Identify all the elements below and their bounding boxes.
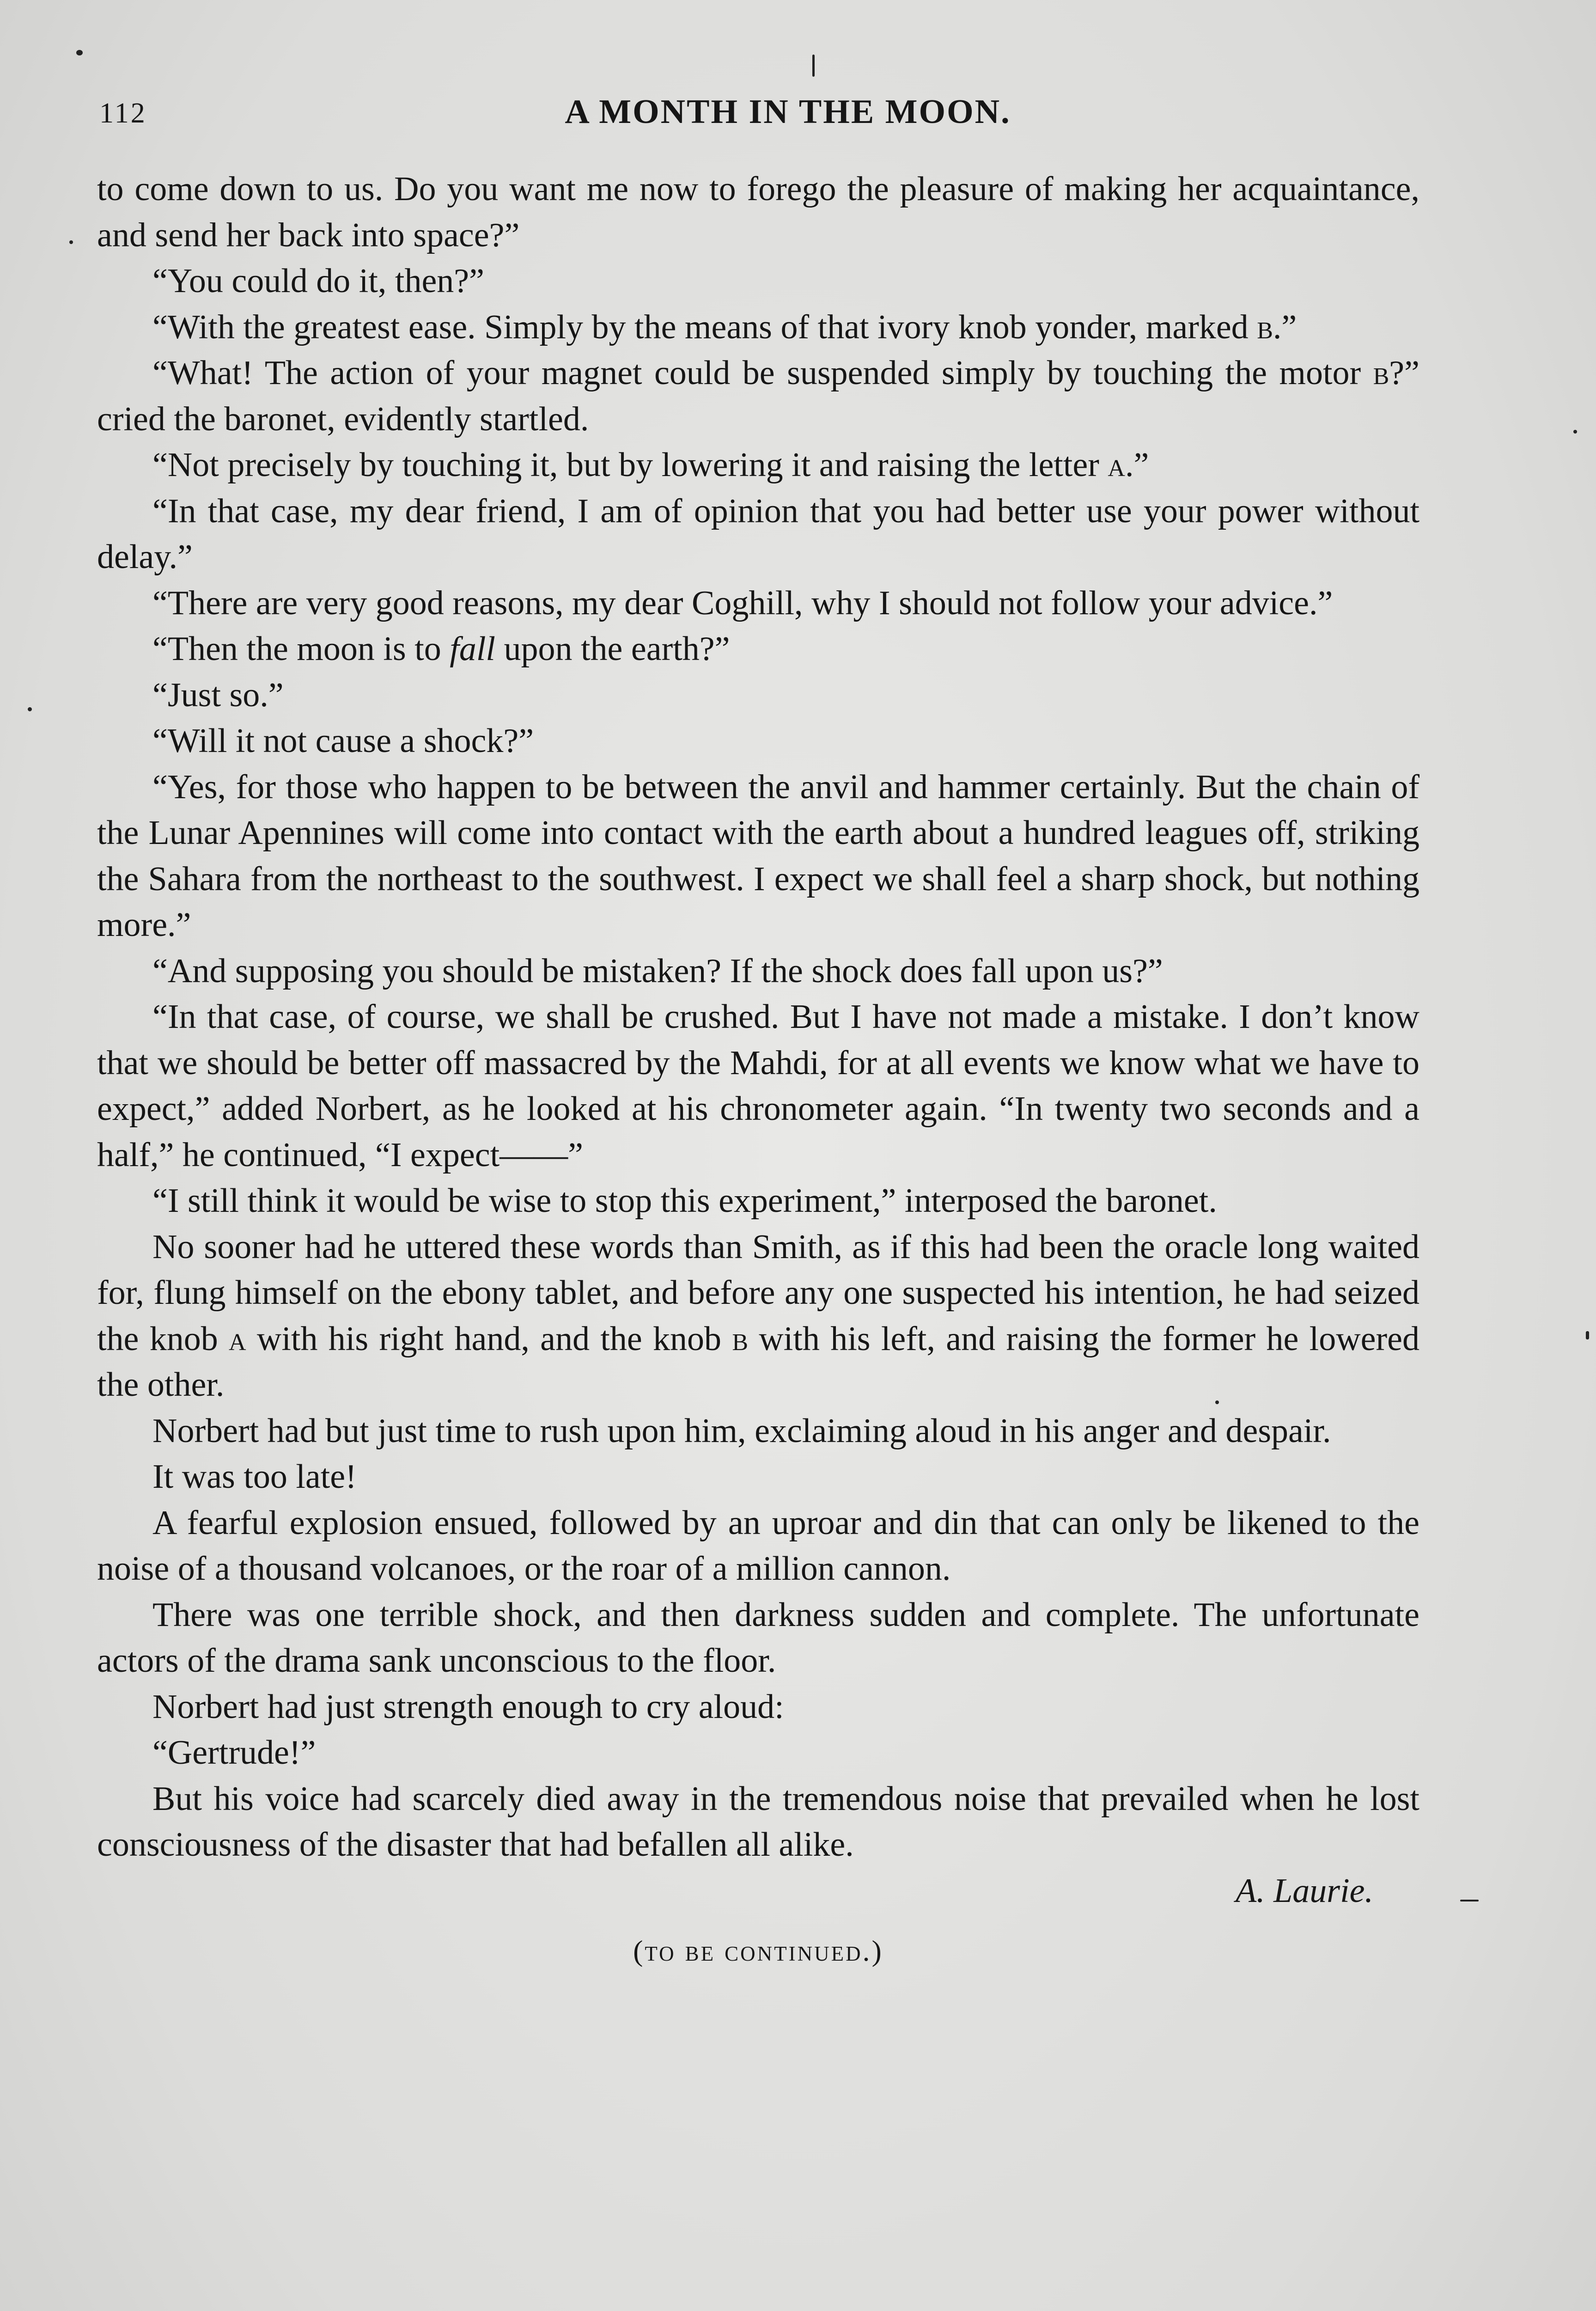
scan-speck: [812, 55, 815, 77]
small-caps-letter: a: [1108, 446, 1125, 484]
paragraph: But his voice had scarcely died away in the tremendous noise that prevailed when he lost consciousness of the disaster that had befallen all alike.: [97, 1779, 1419, 1864]
paragraph: “In that case, of course, we shall be crushed. But I have not made a mistake. I don’t know that we should be better off massacred by the Mahdi, for at all events we know what we have to expect,” added Norbert, as he looked at his chronometer again. “In twenty two seconds and a half,” he continued, “I expect——”: [97, 998, 1419, 1174]
scan-speck: [69, 240, 73, 244]
text-run: .”: [1273, 308, 1297, 346]
paragraph: “And supposing you should be mistaken? If the shock does fall upon us?”: [152, 952, 1163, 990]
paragraph: [97, 350, 1419, 442]
text-run: “Not precisely by touching it, but by lowering it and raising the letter: [152, 446, 1108, 484]
text-run: No sooner had he uttered these words than Smith, as if this had been the oracle long waited for, flung himself on the ebony tablet, and before any one suspected his intention, he had seized the knob: [97, 1228, 1419, 1358]
paragraph: Norbert had but just time to rush upon him, exclaiming aloud in his anger and despair.: [152, 1412, 1331, 1450]
text-run: ?” cried the baronet, evidently startled.: [97, 354, 1419, 438]
text-run: with his left, and raising the former he lowered the other.: [97, 1320, 1419, 1404]
small-caps-letter: b: [732, 1320, 749, 1358]
scan-speck: [1460, 1900, 1479, 1901]
scan-speck: [76, 50, 83, 55]
paragraph: “Gertrude!”: [152, 1734, 316, 1772]
paragraph: “Just so.”: [152, 676, 284, 714]
text-run: with his right hand, and the knob: [246, 1320, 732, 1358]
text-run: “What! The action of your magnet could be suspended simply by touching the motor: [152, 354, 1373, 392]
running-title: A MONTH IN THE MOON.: [565, 93, 1011, 131]
paragraph: [97, 305, 1419, 351]
paragraph: [97, 1224, 1419, 1408]
paragraph: to come down to us. Do you want me now to forego the pleasure of making her acquaintance, and send her back into space?”: [97, 170, 1419, 254]
author-signature: A. Laurie.: [1235, 1871, 1373, 1910]
paragraph: [97, 626, 1419, 673]
italic-text: fall: [450, 630, 495, 668]
small-caps-letter: b: [1257, 308, 1273, 346]
small-caps-letter: b: [1373, 354, 1389, 392]
body-text: [97, 166, 1419, 1974]
text-run: upon the earth?”: [495, 630, 730, 668]
text-run: “Then the moon is to: [152, 630, 450, 668]
paragraph: There was one terrible shock, and then darkness sudden and complete. The unfortunate actors of the drama sank unconscious to the floor.: [97, 1596, 1419, 1680]
paragraph: “I still think it would be wise to stop this experiment,” interposed the baronet.: [152, 1182, 1217, 1220]
text-run: “With the greatest ease. Simply by the means of that ivory knob yonder, marked: [152, 308, 1257, 346]
scan-speck: [1586, 1331, 1589, 1339]
paragraph: [97, 442, 1419, 489]
page-number: 112: [99, 98, 147, 129]
paragraph: “In that case, my dear friend, I am of opinion that you had better use your power without delay.”: [97, 492, 1419, 576]
paragraph: A fearful explosion ensued, followed by an uproar and din that can only be likened to the noise of a thousand volcanoes, or the roar of a million cannon.: [97, 1504, 1419, 1588]
paragraph: “Will it not cause a shock?”: [152, 722, 534, 760]
to-be-continued: (to be continued.): [633, 1934, 883, 1967]
paragraph: It was too late!: [152, 1458, 357, 1496]
paragraph: “You could do it, then?”: [152, 262, 484, 300]
page-header: [99, 92, 1416, 139]
scan-speck: [28, 707, 32, 711]
paragraph: “Yes, for those who happen to be between the anvil and hammer certainly. But the chain of the Lunar Apennines will come into contact with the earth about a hundred leagues off, striking the Sahara from the northeast to the southwest. I expect we shall feel a sharp shock, but nothing more.”: [97, 768, 1419, 944]
paragraph: Norbert had just strength enough to cry aloud:: [152, 1687, 784, 1726]
paragraph: “There are very good reasons, my dear Coghill, why I should not follow your advice.”: [152, 584, 1333, 622]
scan-speck: [1573, 430, 1577, 434]
small-caps-letter: a: [229, 1320, 246, 1358]
scan-speck: [1215, 1400, 1219, 1404]
text-run: .”: [1125, 446, 1149, 484]
